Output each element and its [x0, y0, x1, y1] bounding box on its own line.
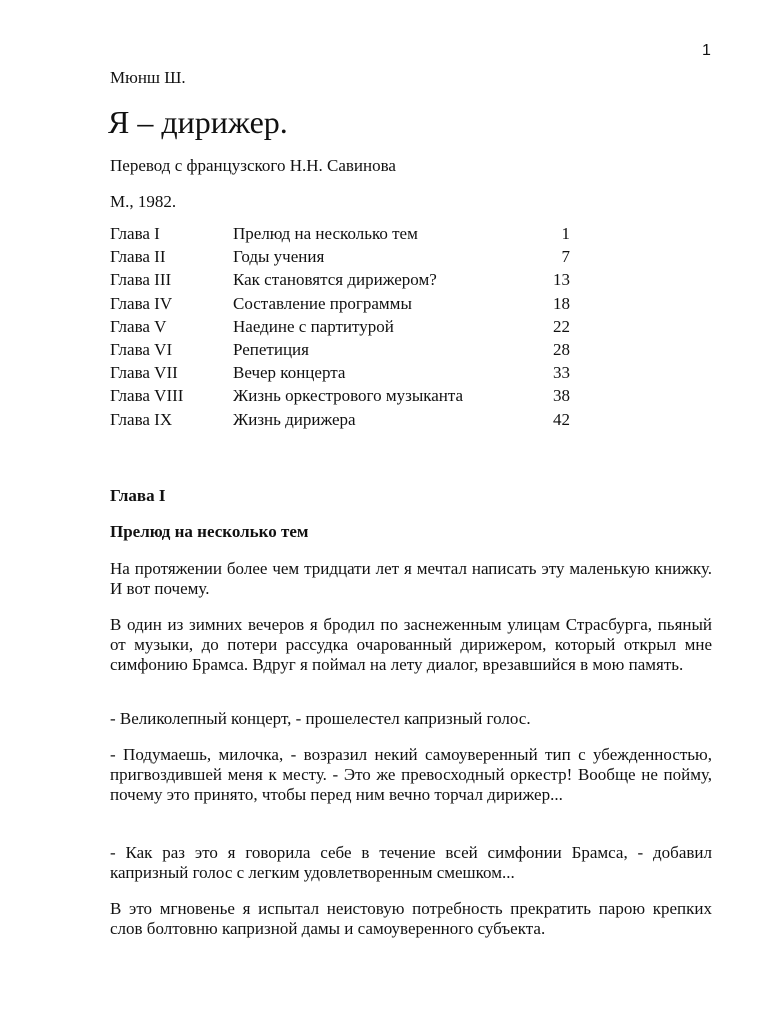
- toc-page: 38: [553, 386, 570, 406]
- toc-chapter: Глава VIII: [110, 386, 184, 406]
- body-paragraph: В один из зимних вечеров я бродил по заснеженным улицам Страсбурга, пьяный от музыки, до потери рассудка очарованный дирижером, который открыл мне симфонию Брамса. Вдруг я поймал на лету диалог, врезавшийся в мою память.: [110, 615, 712, 674]
- toc-page: 13: [553, 270, 570, 290]
- toc-row: [110, 410, 580, 433]
- toc-page: 1: [561, 224, 570, 243]
- translation-credit: Перевод с французского Н.Н. Савинова: [110, 156, 396, 175]
- toc-chapter: Глава II: [110, 247, 166, 267]
- toc-chapter: Глава VII: [110, 363, 178, 383]
- body-paragraph: На протяжении более чем тридцати лет я мечтал написать эту маленькую книжку. И вот почему.: [110, 559, 712, 598]
- toc-title: Годы учения: [233, 247, 325, 267]
- toc-page: 42: [553, 409, 570, 429]
- chapter-title: Прелюд на несколько тем: [110, 522, 309, 541]
- toc-title: Наедине с партитурой: [233, 316, 394, 336]
- body-paragraph: - Как раз это я говорила себе в течение всей симфонии Брамса, - добавил капризный голос с легким удовлетворенным смешком...: [110, 843, 712, 882]
- body-paragraph: - Великолепный концерт, - прошелестел капризный голос.: [110, 709, 531, 728]
- toc-page: 7: [561, 247, 570, 267]
- toc-row: [110, 340, 580, 363]
- chapter-label: Глава I: [110, 486, 166, 505]
- author: Мюнш Ш.: [110, 68, 186, 87]
- page-number: 1: [702, 42, 711, 59]
- toc-chapter: Глава V: [110, 316, 167, 336]
- toc-page: 22: [553, 316, 570, 336]
- body-paragraph: - Подумаешь, милочка, - возразил некий самоуверенный тип с убежденностью, пригвоздившей меня к месту. - Это же превосходный оркестр! Вообще не пойму, почему это принято, чтобы перед ним вечно торчал дирижер...: [110, 745, 712, 804]
- toc-row: [110, 247, 580, 270]
- toc-row: [110, 270, 580, 293]
- toc-chapter: Глава I: [110, 224, 160, 243]
- book-title: Я – дирижер.: [108, 104, 288, 140]
- toc-row: [110, 224, 580, 247]
- toc-title: Жизнь оркестрового музыканта: [233, 386, 464, 406]
- toc-chapter: Глава IX: [110, 409, 173, 429]
- toc-title: Составление программы: [233, 293, 412, 313]
- toc-title: Жизнь дирижера: [233, 409, 356, 429]
- toc-chapter: Глава VI: [110, 339, 173, 359]
- toc-title: Как становятся дирижером?: [233, 270, 437, 290]
- toc-row: [110, 386, 580, 409]
- toc-row: [110, 363, 580, 386]
- toc-page: 33: [553, 363, 570, 383]
- toc-page: 18: [553, 293, 570, 313]
- body-paragraph: В это мгновенье я испытал неистовую потребность прекратить парою крепких слов болтовню капризной дамы и самоуверенного субъекта.: [110, 899, 712, 938]
- toc-page: 28: [553, 339, 570, 359]
- toc-row: [110, 317, 580, 340]
- toc-title: Прелюд на несколько тем: [233, 224, 418, 243]
- toc-row: [110, 294, 580, 317]
- toc-title: Вечер концерта: [233, 363, 346, 383]
- toc-chapter: Глава III: [110, 270, 172, 290]
- publication-info: М., 1982.: [110, 192, 177, 211]
- toc-title: Репетиция: [233, 339, 309, 359]
- toc-chapter: Глава IV: [110, 293, 173, 313]
- table-of-contents: [110, 224, 580, 433]
